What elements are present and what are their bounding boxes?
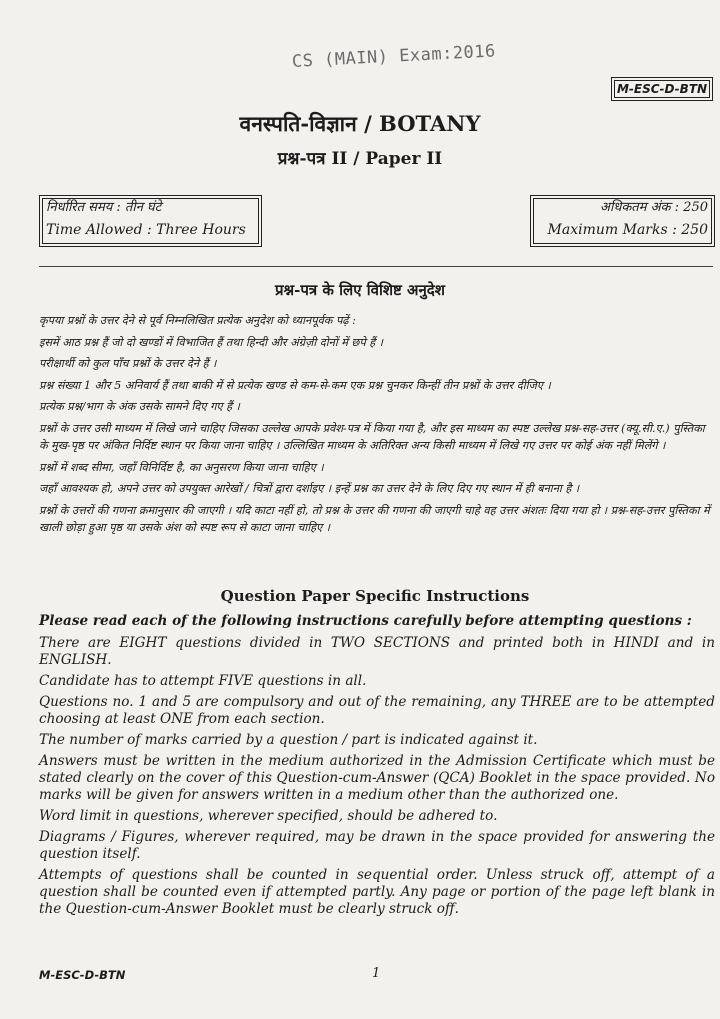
hindi-instruction: प्रश्नों में शब्द सीमा, जहाँ विनिर्दिष्ट है, का अनुसरण किया जाना चाहिए । xyxy=(39,460,324,474)
english-instruction: Word limit in questions, wherever specified, should be adhered to. xyxy=(39,808,498,824)
hindi-instructions-heading: प्रश्न-पत्र के लिए विशिष्ट अनुदेश xyxy=(275,281,445,299)
english-instruction-lead: Please read each of the following instructions carefully before attempting questions : xyxy=(39,613,692,629)
english-instruction: Answers must be written in the medium authorized in the Admission Certificate which must be stated clearly on the cover of this Question-cum-Answer (QCA) Booklet in the space provided. No marks will be given for answers written in a medium other than the authorized one. xyxy=(39,753,715,803)
english-instruction: Attempts of questions shall be counted in sequential order. Unless struck off, attempt of a question shall be counted even if attempted partly. Any page or portion of the page left blank in the Question-cum-Answer Booklet must be clearly struck off. xyxy=(39,867,715,917)
maximum-marks-hindi: अधिकतम अंक : 250 xyxy=(600,200,708,215)
english-instruction: There are EIGHT questions divided in TWO SECTIONS and printed both in HINDI and in ENGLISH. xyxy=(39,635,715,668)
hindi-instruction: प्रत्येक प्रश्न/भाग के अंक उसके सामने दिए गए हैं । xyxy=(39,400,240,413)
hindi-instruction: प्रश्नों के उत्तर उसी माध्यम में लिखे जाने चाहिए जिसका उल्लेख आपके प्रवेश-पत्र में किया गया है, और इस माध्यम का स्पष्ट उल्लेख प्रश्न-सह-उत्तर (क्यू.सी.ए.) पुस्तिका के मुख-पृष्ठ पर अंकित निर्दिष्ट स्थान पर किया जाना चाहिए । उल्लिखित माध्यम के अतिरिक्त अन्य किसी माध्यम में लिखे गए उत्तर पर कोई अंक नहीं मिलेंगे । xyxy=(39,421,705,452)
time-allowed-english: Time Allowed : Three Hours xyxy=(46,222,246,238)
english-instructions-heading: Question Paper Specific Instructions xyxy=(220,587,530,605)
time-allowed-hindi: निर्धारित समय : तीन घंटे xyxy=(46,200,162,215)
footer-paper-code: M-ESC-D-BTN xyxy=(39,968,126,982)
hindi-instruction: कृपया प्रश्नों के उत्तर देने से पूर्व निम्नलिखित प्रत्येक अनुदेश को ध्यानपूर्वक पढ़ें : xyxy=(39,314,356,327)
hindi-instruction: परीक्षार्थी को कुल पाँच प्रश्नों के उत्तर देने हैं । xyxy=(39,357,217,370)
hindi-instructions xyxy=(39,312,715,541)
maximum-marks-english: Maximum Marks : 250 xyxy=(547,222,708,238)
exam-stamp: CS (MAIN) Exam:2016 xyxy=(291,41,497,72)
time-allowed-box xyxy=(39,195,262,247)
hindi-instruction: प्रश्न संख्या 1 और 5 अनिवार्य हैं तथा बाकी में से प्रत्येक खण्ड से कम-से-कम एक प्रश्न चुनकर किन्हीं तीन प्रश्नों के उत्तर दीजिए । xyxy=(39,378,551,392)
maximum-marks-box xyxy=(530,195,715,247)
hindi-instruction: प्रश्नों के उत्तरों की गणना क्रमानुसार की जाएगी । यदि काटा नहीं हो, तो प्रश्न के उत्तर की गणना की जाएगी चाहे वह उत्तर अंशतः दिया गया हो । प्रश्न-सह-उत्तर पुस्तिका में खाली छोड़ा हुआ पृष्ठ या उसके अंश को स्पष्ट रूप से काटा जाना चाहिए । xyxy=(39,503,710,534)
english-instruction: Questions no. 1 and 5 are compulsory and out of the remaining, any THREE are to be attempted choosing at least ONE from each section. xyxy=(39,694,715,727)
english-instruction: Diagrams / Figures, wherever required, may be drawn in the space provided for answering the question itself. xyxy=(39,829,715,862)
paper-title: वनस्पति-विज्ञान / BOTANY xyxy=(239,111,481,136)
hindi-instruction: इसमें आठ प्रश्न हैं जो दो खण्डों में विभाजित हैं तथा हिन्दी और अंग्रेज़ी दोनों में छपे हैं । xyxy=(39,335,384,349)
english-instruction: Candidate has to attempt FIVE questions in all. xyxy=(39,673,367,689)
page-number: 1 xyxy=(372,966,381,981)
english-instruction: The number of marks carried by a question / part is indicated against it. xyxy=(39,732,538,748)
paper-code-box: M-ESC-D-BTN xyxy=(611,77,713,101)
paper-subtitle: प्रश्न-पत्र II / Paper II xyxy=(277,149,443,169)
hindi-instruction: जहाँ आवश्यक हो, अपने उत्तर को उपयुक्त आरेखों / चित्रों द्वारा दर्शाइए । इन्हें प्रश्न का उत्तर देने के लिए दिए गए स्थान में ही बनाना है । xyxy=(39,482,580,495)
english-instructions xyxy=(39,613,715,922)
divider-rule xyxy=(39,266,713,267)
